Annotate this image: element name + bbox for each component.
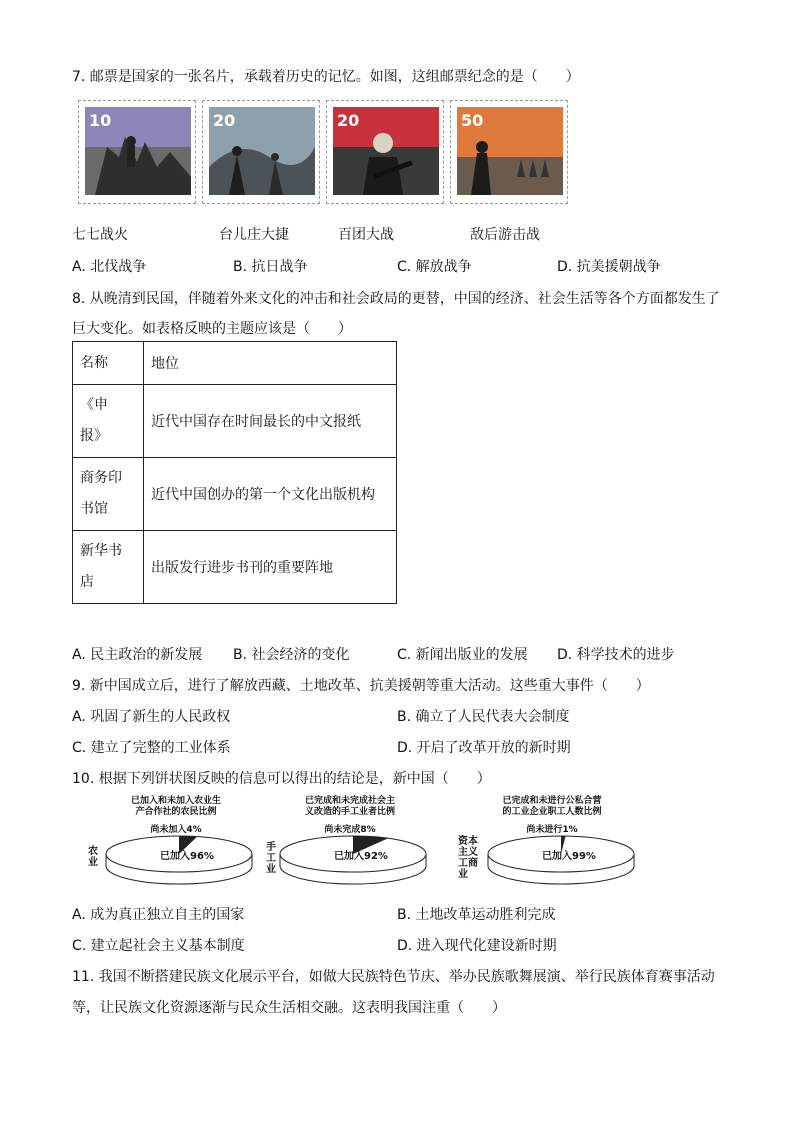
- table-cell-desc: 近代中国创办的第一个文化出版机构: [144, 458, 397, 531]
- pie-graphic: [486, 832, 636, 888]
- table-header-row: [73, 342, 397, 385]
- table-cell-name: [73, 458, 144, 531]
- pie-title-line-2: 产合作社的农民比例: [135, 807, 217, 817]
- q7-stem: 7. 邮票是国家的一张名片，承载着历史的记忆。如图，这组邮票纪念的是（ ）: [72, 69, 580, 85]
- pie-chart-3: [458, 796, 640, 892]
- q8-stem-line2: 巨大变化。如表格反映的主题应该是（ ）: [72, 321, 352, 337]
- q8-option-c[interactable]: C. 新闻出版业的发展: [397, 647, 528, 663]
- table-row: [73, 385, 397, 458]
- q9-option-b[interactable]: B. 确立了人民代表大会制度: [397, 709, 570, 725]
- stamp-2-value: 20: [213, 111, 236, 130]
- name-line-2: 店: [80, 574, 94, 590]
- table-header-status: 地位: [144, 342, 397, 385]
- name-line-1: 商务印: [80, 470, 122, 486]
- q8-stem-line1: 8. 从晚清到民国，伴随着外来文化的冲击和社会政局的更替，中国的经济、社会生活等各个方面都发生了: [72, 291, 720, 307]
- q8-table: [72, 341, 397, 604]
- pie-note: 尚未加入4%: [150, 825, 202, 835]
- pie-side-label: 资本主义工商业: [458, 836, 478, 880]
- stamp-1-value: 10: [89, 111, 112, 130]
- q8-option-d[interactable]: D. 科学技术的进步: [557, 647, 675, 663]
- q8-option-b[interactable]: B. 社会经济的变化: [233, 647, 350, 663]
- pie-title-line-1: 已完成和未进行公私合营: [502, 796, 602, 806]
- stamp-1: [78, 100, 196, 204]
- stamp-4: [450, 100, 568, 204]
- q10-option-c[interactable]: C. 建立起社会主义基本制度: [72, 938, 245, 954]
- stamp-4-value: 50: [461, 111, 484, 130]
- q11-stem-line2: 等，让民族文化资源逐渐与民众生活相交融。这表明我国注重（ ）: [72, 1000, 506, 1016]
- table-row: [73, 531, 397, 604]
- q10-option-a[interactable]: A. 成为真正独立自主的国家: [72, 907, 245, 923]
- q7-option-d[interactable]: D. 抗美援朝战争: [557, 259, 661, 275]
- pie-graphic: [278, 832, 428, 888]
- name-line-2: 报》: [80, 428, 108, 444]
- pie-note: 尚未进行1%: [526, 825, 578, 835]
- table-cell-name: [73, 531, 144, 604]
- pie-title-line-1: 已完成和未完成社会主: [304, 796, 395, 806]
- pie-note: 尚未完成8%: [324, 825, 376, 835]
- pie-title: [88, 796, 264, 818]
- pie-title: [464, 796, 640, 818]
- q7-option-a[interactable]: A. 北伐战争: [72, 259, 147, 275]
- pie-title-line-1: 已加入和未加入农业生: [130, 796, 221, 806]
- table-cell-desc: 出版发行进步书刊的重要阵地: [144, 531, 397, 604]
- table-cell-name: [73, 385, 144, 458]
- q7-option-b[interactable]: B. 抗日战争: [233, 259, 308, 275]
- stamp-2: [202, 100, 320, 204]
- name-line-2: 书馆: [80, 501, 108, 517]
- table-row: [73, 458, 397, 531]
- stamp-caption-2: 台儿庄大捷: [219, 227, 289, 243]
- pie-graphic: [104, 832, 254, 888]
- stamp-set: [78, 100, 572, 204]
- q9-option-c[interactable]: C. 建立了完整的工业体系: [72, 740, 231, 756]
- pie-side-label: 农业: [88, 846, 98, 868]
- q8-option-a[interactable]: A. 民主政治的新发展: [72, 647, 203, 663]
- q10-option-b[interactable]: B. 土地改革运动胜利完成: [397, 907, 556, 923]
- pie-title-line-2: 的工业企业职工人数比例: [502, 807, 602, 817]
- q9-stem: 9. 新中国成立后，进行了解放西藏、土地改革、抗美援朝等重大活动。这些重大事件（ ）: [72, 678, 650, 694]
- table-header-name: 名称: [73, 342, 144, 385]
- stamp-caption-1: 七七战火: [72, 227, 128, 243]
- pie-side-label: 手工业: [266, 842, 276, 875]
- pie-label: 已加入96%: [160, 851, 214, 862]
- q9-option-a[interactable]: A. 巩固了新生的人民政权: [72, 709, 231, 725]
- stamp-caption-4: 敌后游击战: [470, 227, 540, 243]
- name-line-1: 《申: [80, 397, 108, 413]
- q9-option-d[interactable]: D. 开启了改革开放的新时期: [397, 740, 571, 756]
- table-cell-desc: 近代中国存在时间最长的中文报纸: [144, 385, 397, 458]
- pie-chart-2: [262, 796, 438, 892]
- stamp-3: [326, 100, 444, 204]
- stamp-3-value: 20: [337, 111, 360, 130]
- pie-chart-1: [88, 796, 264, 892]
- pie-label: 已加入99%: [542, 851, 596, 862]
- name-line-1: 新华书: [80, 543, 122, 559]
- q7-option-c[interactable]: C. 解放战争: [397, 259, 472, 275]
- pie-label: 已加入92%: [334, 851, 388, 862]
- pie-title: [262, 796, 438, 818]
- q11-stem-line1: 11. 我国不断搭建民族文化展示平台，如做大民族特色节庆、举办民族歌舞展演、举行民族体育赛事活动: [72, 969, 715, 985]
- stamp-caption-3: 百团大战: [338, 227, 394, 243]
- q10-option-d[interactable]: D. 进入现代化建设新时期: [397, 938, 557, 954]
- q10-stem: 10. 根据下列饼状图反映的信息可以得出的结论是，新中国（ ）: [72, 771, 491, 787]
- pie-title-line-2: 义改造的手工业者比例: [304, 807, 395, 817]
